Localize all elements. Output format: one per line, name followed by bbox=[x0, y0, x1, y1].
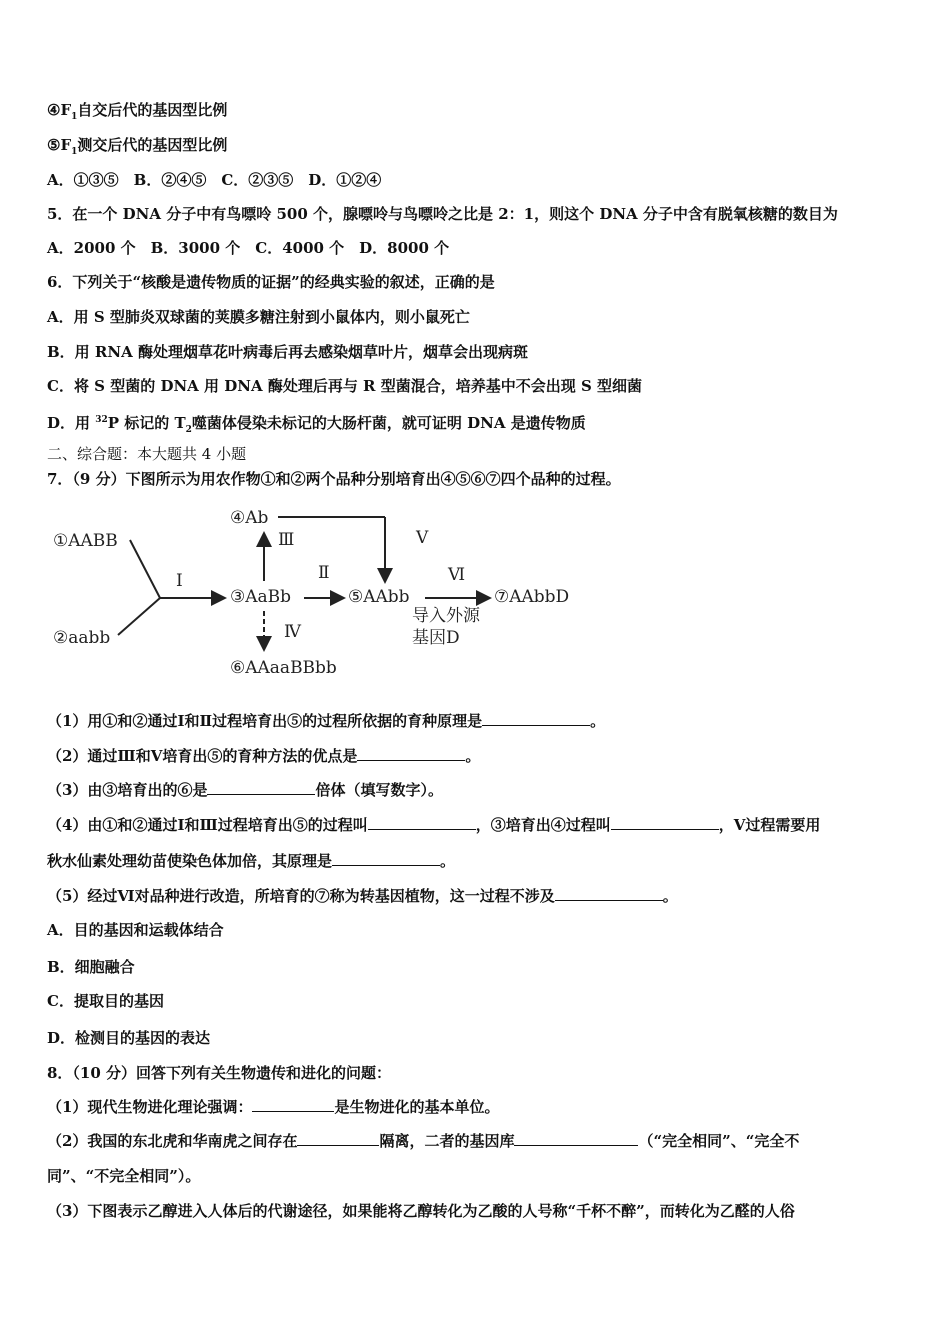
answer-blank[interactable] bbox=[611, 815, 719, 830]
q6-option-d: D．用 $^{32}$P 标记的 $T_2$噬菌体侵染未标记的大肠杆菌，就可证明 DNA 是遗传物质 bbox=[47, 414, 586, 435]
answer-blank[interactable] bbox=[207, 780, 315, 795]
node-aaaabbbb-6: ⑥AAaaBBbb bbox=[230, 658, 337, 678]
question-6: 6．下列关于“核酸是遗传物质的证据”的经典实验的叙述，正确的是 bbox=[47, 273, 495, 291]
q7-part-5: （5）经过Ⅵ对品种进行改造，所培育的⑦称为转基因植物，这一过程不涉及 。 bbox=[47, 887, 678, 905]
q7-5-option-c: C．提取目的基因 bbox=[47, 992, 164, 1010]
q7-part-4: （4）由①和②通过Ⅰ和Ⅲ过程培育出⑤的过程叫 ，③培育出④过程叫 ，Ⅴ过程需要用 bbox=[47, 816, 821, 834]
label-III: Ⅲ bbox=[278, 530, 295, 550]
node-aabb-1: ①AABB bbox=[53, 531, 118, 551]
answer-blank[interactable] bbox=[332, 851, 440, 866]
note-import-gene: 导入外源 bbox=[412, 606, 480, 626]
breeding-diagram bbox=[50, 505, 610, 690]
section-2-heading: 二、综合题：本大题共 4 小题 bbox=[47, 445, 247, 463]
line-f1-selfcross: $④F_1$自交后代的基因型比例 bbox=[47, 101, 228, 122]
note-gene-d: 基因D bbox=[412, 628, 460, 648]
q7-part-3: （3）由③培育出的⑥是 倍体（填写数字）。 bbox=[47, 781, 443, 799]
q8-part-2: （2）我国的东北虎和华南虎之间存在 隔离，二者的基因库 （“完全相同”、“完全不 bbox=[47, 1132, 800, 1150]
answer-blank[interactable] bbox=[368, 815, 476, 830]
q7-part-1: （1）用①和②通过Ⅰ和Ⅱ过程培育出⑤的过程所依据的育种原理是 。 bbox=[47, 712, 606, 730]
question-7: 7．（9 分）下图所示为用农作物①和②两个品种分别培育出④⑤⑥⑦四个品种的过程。 bbox=[47, 470, 621, 488]
label-I: Ⅰ bbox=[176, 571, 183, 591]
q6-option-a: A．用 S 型肺炎双球菌的荚膜多糖注射到小鼠体内，则小鼠死亡 bbox=[47, 308, 470, 326]
node-aabb-2: ②aabb bbox=[53, 628, 111, 648]
q7-part-4-cont: 秋水仙素处理幼苗使染色体加倍，其原理是 。 bbox=[47, 852, 456, 870]
question-8: 8．（10 分）回答下列有关生物遗传和进化的问题： bbox=[47, 1064, 392, 1082]
q6-option-c: C．将 S 型菌的 DNA 用 DNA 酶处理后再与 R 型菌混合，培养基中不会出现 S 型细菌 bbox=[47, 377, 643, 395]
line-f1-testcross: $⑤F_1$测交后代的基因型比例 bbox=[47, 136, 228, 157]
question-5: 5．在一个 DNA 分子中有鸟嘌呤 500 个，腺嘌呤与鸟嘌呤之比是 2：1，则这个 DNA 分子中含有脱氧核糖的数目为 bbox=[47, 205, 838, 223]
label-IV: Ⅳ bbox=[284, 622, 301, 642]
label-VI: Ⅵ bbox=[448, 565, 466, 585]
q8-part-1: （1）现代生物进化理论强调： 是生物进化的基本单位。 bbox=[47, 1098, 500, 1116]
q8-part-3: （3）下图表示乙醇进入人体后的代谢途径，如果能将乙醇转化为乙酸的人号称“千杯不醉”，而转化为乙醛的人俗 bbox=[47, 1202, 795, 1220]
q7-5-option-b: B．细胞融合 bbox=[47, 958, 135, 976]
q7-5-option-d: D．检测目的基因的表达 bbox=[47, 1029, 211, 1047]
label-II: Ⅱ bbox=[318, 563, 330, 583]
q4-options: A．①③⑤ B．②④⑤ C．②③⑤ D．①②④ bbox=[47, 171, 382, 189]
node-aabbd-7: ⑦AAbbD bbox=[494, 587, 570, 607]
q8-part-2-cont: 同”、“不完全相同”）。 bbox=[47, 1167, 201, 1185]
q6-option-b: B．用 RNA 酶处理烟草花叶病毒后再去感染烟草叶片，烟草会出现病斑 bbox=[47, 343, 528, 361]
label-V: Ⅴ bbox=[416, 528, 429, 548]
answer-blank[interactable] bbox=[482, 711, 590, 726]
cross-line-1 bbox=[130, 540, 160, 598]
node-ab-4: ④Ab bbox=[230, 508, 269, 528]
answer-blank[interactable] bbox=[297, 1131, 379, 1146]
answer-blank[interactable] bbox=[357, 746, 465, 761]
answer-blank[interactable] bbox=[555, 886, 663, 901]
node-aabb-5: ⑤AAbb bbox=[348, 587, 410, 607]
answer-blank[interactable] bbox=[514, 1131, 638, 1146]
cross-line-2 bbox=[118, 598, 160, 635]
node-aabb-3: ③AaBb bbox=[230, 587, 292, 607]
q5-options: A．2000 个 B．3000 个 C．4000 个 D．8000 个 bbox=[47, 239, 450, 257]
answer-blank[interactable] bbox=[252, 1097, 334, 1112]
q7-5-option-a: A．目的基因和运载体结合 bbox=[47, 921, 224, 939]
q7-part-2: （2）通过Ⅲ和Ⅴ培育出⑤的育种方法的优点是 。 bbox=[47, 747, 481, 765]
